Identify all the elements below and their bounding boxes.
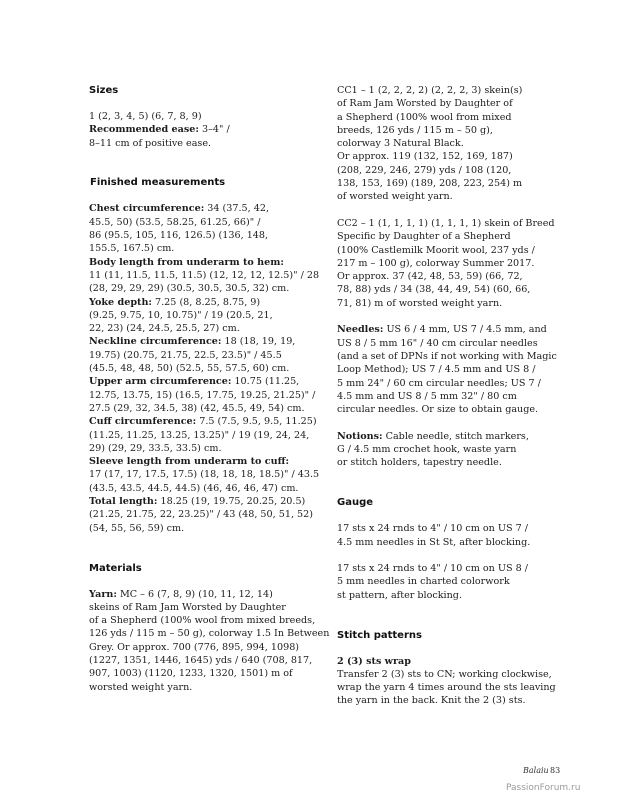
text-line: Or approx. 119 (132, 152, 169, 187) (337, 151, 513, 163)
field-label: Body length from underarm to hem: (89, 256, 284, 268)
notions-text (337, 430, 542, 470)
text-line: 138, 153, 169) (189, 208, 223, 254) m (337, 178, 523, 190)
text-line: 5 mm needles in charted colorwork (337, 576, 510, 588)
text-line (337, 430, 542, 443)
text-line (337, 390, 542, 403)
text-line (89, 415, 317, 428)
text-line (89, 269, 320, 282)
text-line (89, 362, 303, 375)
text-line (89, 468, 320, 481)
ease-value: 3–4" / (198, 124, 230, 136)
text-line (89, 522, 303, 535)
field-value: US 6 / 4 mm, US 7 / 4.5 mm, and (383, 324, 547, 336)
field-label: Yarn: (89, 588, 117, 600)
text-line (89, 442, 303, 455)
text-line (89, 229, 303, 242)
text-line (89, 455, 303, 468)
field-value: MC – 6 (7, 8, 9) (10, 11, 12, 14) (116, 588, 273, 600)
field-value: Cable needle, stitch markers, (382, 430, 529, 442)
text-line (89, 335, 303, 348)
field-value: (21.25, 21.75, 22, 23.25)" / 43 (48, 50, 51, 52) (89, 509, 314, 521)
materials-heading: Materials (89, 562, 142, 574)
materials-text (89, 588, 330, 694)
text-line (337, 403, 542, 416)
field-label: Total length: (89, 496, 158, 508)
field-value: (43.5, 43.5, 44.5, 44.5) (46, 46, 46, 47) cm. (89, 482, 299, 494)
finished-measurements-text (89, 202, 320, 534)
text-line (337, 363, 542, 376)
field-value: Loop Method); US 7 / 4.5 mm and US 8 / (337, 364, 536, 376)
field-value: 155.5, 167.5) cm. (89, 243, 175, 255)
field-value: (1227, 1351, 1446, 1645) yds / 640 (708, 817, (89, 654, 313, 666)
text-line: 78, 88) yds / 34 (38, 44, 49, 54) (60, 66, (337, 284, 531, 296)
field-value: US 8 / 5 mm 16" / 40 cm circular needles (337, 337, 538, 349)
text-line (89, 309, 303, 322)
field-value: worsted weight yarn. (89, 681, 193, 693)
field-label: Needles: (337, 324, 384, 336)
text-line: 17 sts x 24 rnds to 4" / 10 cm on US 7 / (337, 523, 529, 535)
stitch-heading: Stitch patterns (337, 629, 422, 641)
text-line: CC2 – 1 (1, 1, 1, 1) (1, 1, 1, 1) skein of Breed (337, 217, 555, 229)
stitch-patterns-section (337, 629, 556, 708)
field-value: skeins of Ram Jam Worsted by Daughter (89, 601, 286, 613)
text-line (337, 456, 542, 469)
cc2-yarn-text (337, 217, 555, 310)
finished-heading: Finished measurements (90, 177, 226, 189)
field-value: 17 (17, 17, 17.5, 17.5) (18, 18, 18, 18.5)" / 43.5 (89, 469, 320, 481)
text-line: (100% Castlemilk Moorit wool, 237 yds / (337, 244, 535, 256)
field-value: 45.5, 50) (53.5, 58.25, 61.25, 66)" / (89, 216, 261, 228)
materials-section (89, 562, 330, 694)
text-line (89, 349, 303, 362)
field-value: G / 4.5 mm crochet hook, waste yarn (337, 444, 517, 456)
text-line (89, 601, 303, 614)
text-line: a Shepherd (100% wool from mixed (337, 111, 512, 123)
text-line (337, 377, 542, 390)
field-value: (54, 55, 56, 59) cm. (89, 522, 185, 534)
watermark: PassionForum.ru (506, 783, 581, 793)
field-value: 86 (95.5, 105, 116, 126.5) (136, 148, (89, 230, 269, 242)
field-label: Notions: (337, 430, 383, 442)
needles-text (337, 323, 557, 416)
text-line (89, 375, 303, 388)
field-value: 5 mm 24" / 60 cm circular needles; US 7 / (337, 377, 541, 389)
text-line (89, 627, 330, 640)
text-line (89, 482, 303, 495)
sizes-heading: Sizes (89, 85, 119, 96)
text-line: breeds, 126 yds / 115 m – 50 g), (337, 124, 493, 136)
gauge-section (337, 496, 542, 602)
field-value: (9.25, 9.75, 10, 10.75)" / 19 (20.5, 21, (89, 309, 273, 321)
text-line: 17 sts x 24 rnds to 4" / 10 cm on US 8 / (337, 563, 529, 575)
text-line: Specific by Daughter of a Shepherd (337, 231, 511, 243)
ease-line (89, 123, 303, 136)
field-value: 27.5 (29, 32, 34.5, 38) (42, 45.5, 49, 54) cm. (89, 402, 305, 414)
field-value: 7.5 (7.5, 9.5, 9.5, 11.25) (196, 416, 317, 428)
field-value: circular needles. Or size to obtain gauge. (337, 404, 539, 416)
field-label: Chest circumference: (89, 203, 205, 215)
field-value: 10.75 (11.25, (231, 376, 300, 388)
text-line: 71, 81) m of worsted weight yarn. (337, 297, 503, 309)
text-line (89, 614, 316, 627)
cc1-yarn-text (337, 84, 542, 204)
text-line (89, 242, 303, 255)
field-value: 18 (18, 19, 19, (221, 336, 296, 348)
text-line (89, 216, 303, 229)
text-line: st pattern, after blocking. (337, 589, 462, 601)
field-value: or stitch holders, tapestry needle. (337, 457, 502, 469)
field-value: 7.25 (8, 8.25, 8.75, 9) (151, 296, 261, 308)
field-value: (and a set of DPNs if not working with Magic (337, 350, 557, 362)
field-value: of a Shepherd (100% wool from mixed breeds, (89, 615, 316, 627)
ease-line-2: 8–11 cm of positive ease. (89, 137, 212, 149)
text-line: 4.5 mm needles in St St, after blocking. (337, 536, 531, 548)
field-label: Sleeve length from underarm to cuff: (89, 456, 290, 468)
text-line (89, 429, 310, 442)
field-value: 4.5 mm and US 8 / 5 mm 32" / 80 cm (337, 390, 517, 402)
text-line (89, 256, 303, 269)
text-line: the yarn in the back. Knit the 2 (3) sts. (337, 695, 526, 707)
text-line: (208, 229, 246, 279) yds / 108 (120, (337, 164, 512, 176)
text-line: of worsted weight yarn. (337, 191, 453, 203)
sizes-line: 1 (2, 3, 4, 5) (6, 7, 8, 9) (89, 111, 202, 122)
text-line (337, 337, 542, 350)
field-value: 19.75) (20.75, 21.75, 22.5, 23.5)" / 45.5 (89, 349, 282, 361)
text-line (89, 296, 303, 309)
text-line (89, 282, 303, 295)
field-value: (28, 29, 29, 29) (30.5, 30.5, 30.5, 32) cm. (89, 283, 290, 295)
text-line (89, 322, 303, 335)
text-line (89, 495, 306, 508)
right-column (337, 84, 557, 708)
text-line: 217 m – 100 g), colorway Summer 2017. (337, 257, 535, 269)
sizes-section (89, 84, 303, 150)
field-label: Cuff circumference: (89, 416, 197, 428)
text-line (89, 681, 303, 694)
text-line: Transfer 2 (3) sts to CN; working clockwise, (337, 668, 552, 680)
stitch-text (337, 668, 556, 708)
field-label: Neckline circumference: (89, 336, 222, 348)
page-number: 83 (550, 766, 561, 775)
text-line (89, 641, 303, 654)
text-line (89, 588, 303, 601)
text-line (89, 389, 316, 402)
field-value: 12.75, 13.75, 15) (16.5, 17.75, 19.25, 21.25)" / (89, 389, 316, 401)
text-line (89, 654, 313, 667)
field-value: 126 yds / 115 m – 50 g), colorway 1.5 In Between (89, 628, 330, 640)
text-line: of Ram Jam Worsted by Daughter of (337, 98, 513, 110)
field-value: (45.5, 48, 48, 50) (52.5, 55, 57.5, 60) cm. (89, 363, 290, 375)
text-line (89, 508, 314, 521)
field-value: 34 (37.5, 42, (204, 203, 270, 215)
field-value: 11 (11, 11.5, 11.5, 11.5) (12, 12, 12, 12.5)" / 28 (89, 269, 320, 281)
stitch-subheading: 2 (3) sts wrap (337, 655, 411, 667)
field-label: Yoke depth: (89, 296, 152, 308)
finished-measurements-section (89, 176, 320, 534)
text-line (89, 202, 303, 215)
text-line (337, 350, 557, 363)
field-value: 18.25 (19, 19.75, 20.25, 20.5) (157, 496, 306, 508)
gauge-heading: Gauge (337, 497, 374, 509)
field-value: Grey. Or approx. 700 (776, 895, 994, 1098) (89, 641, 300, 653)
footer-designer-name: Balaiu (523, 766, 549, 775)
text-line (337, 443, 542, 456)
text-line: CC1 – 1 (2, 2, 2, 2) (2, 2, 2, 3) skein(s) (337, 85, 523, 96)
left-column (89, 84, 330, 694)
gauge-text-1 (337, 522, 542, 549)
field-value: (11.25, 11.25, 13.25, 13.25)" / 19 (19, 24, 24, (89, 429, 310, 441)
field-value: 907, 1003) (1120, 1233, 1320, 1501) m of (89, 668, 293, 680)
text-line (89, 402, 303, 415)
text-line: colorway 3 Natural Black. (337, 138, 464, 150)
text-line (89, 667, 303, 680)
gauge-text-2 (337, 562, 542, 602)
text-line (337, 323, 547, 336)
text-line: Or approx. 37 (42, 48, 53, 59) (66, 72, (337, 271, 523, 283)
field-value: 29) (29, 29, 33.5, 33.5) cm. (89, 442, 222, 454)
text-line: wrap the yarn 4 times around the sts leaving (337, 682, 556, 694)
ease-label: Recommended ease: (89, 124, 199, 136)
field-value: 22, 23) (24, 24.5, 25.5, 27) cm. (89, 323, 240, 335)
field-label: Upper arm circumference: (89, 376, 232, 388)
